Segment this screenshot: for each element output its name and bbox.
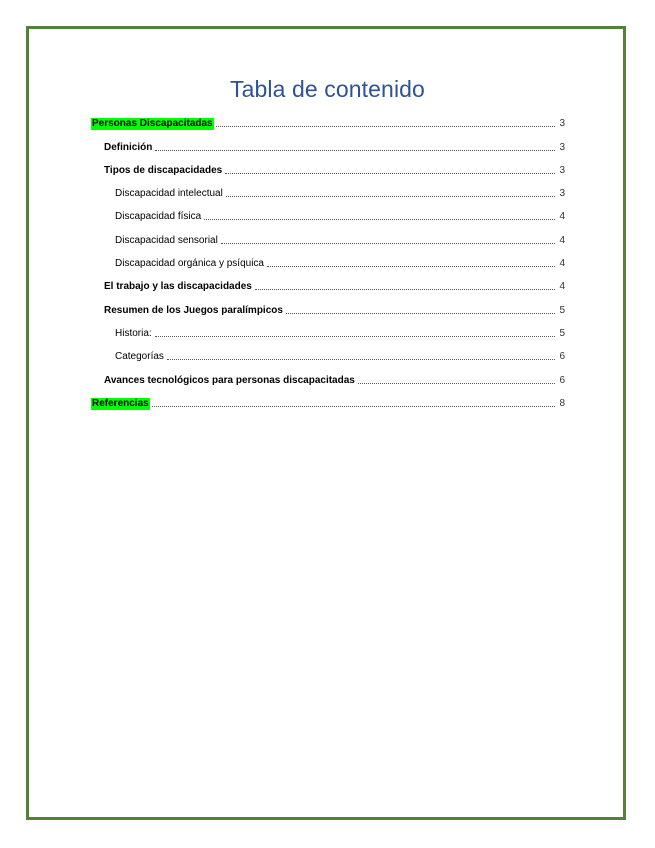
toc-entry-text: Discapacidad intelectual	[115, 188, 223, 200]
toc-page-number: 3	[559, 188, 565, 200]
toc-entry-text: Tipos de discapacidades	[104, 164, 223, 176]
toc-dot-leader	[226, 196, 555, 197]
toc-dot-leader	[155, 336, 555, 337]
toc-entry-text: Historia:	[115, 327, 152, 339]
toc-entry-tipos-de-discapacidades[interactable]	[91, 154, 565, 177]
toc-entry-text: Discapacidad orgánica y psíquica	[115, 258, 264, 270]
toc-dot-leader	[216, 126, 555, 127]
toc-page-number: 3	[559, 118, 565, 130]
toc-entry-text: Avances tecnológicos para personas discapacitadas	[104, 374, 355, 386]
toc-entry-text: Discapacidad física	[115, 211, 202, 223]
toc-entry-text: Definición	[104, 141, 153, 153]
toc-dot-leader	[167, 359, 555, 360]
toc-page-number: 4	[559, 258, 565, 270]
toc-entry-referencias[interactable]	[91, 387, 565, 410]
toc-page-number: 4	[559, 234, 565, 246]
toc-entry-categorias[interactable]	[91, 340, 565, 363]
toc-entry-text: Discapacidad sensorial	[115, 234, 218, 246]
toc-entry-text: El trabajo y las discapacidades	[104, 281, 252, 293]
toc-entry-avances-tecnologicos[interactable]	[91, 363, 565, 386]
toc-entry-trabajo-discapacidades[interactable]	[91, 270, 565, 293]
toc-title: Tabla de contenido	[230, 76, 425, 102]
toc-entry-text: Categorías	[115, 351, 164, 363]
toc-dot-leader	[286, 313, 555, 314]
toc-page-number: 8	[559, 397, 565, 409]
toc-page-number: 6	[559, 351, 565, 363]
toc-entry-resumen-juegos-paralimpicos[interactable]	[91, 293, 565, 316]
toc-entry-historia[interactable]	[91, 317, 565, 340]
toc-page-number: 4	[559, 211, 565, 223]
toc-dot-leader	[204, 219, 555, 220]
toc-page-number: 3	[559, 141, 565, 153]
toc-entry-discapacidad-organica-psiquica[interactable]	[91, 247, 565, 270]
toc-dot-leader	[221, 243, 555, 244]
toc-dot-leader	[152, 406, 555, 407]
toc-page-number: 5	[559, 327, 565, 339]
toc-entry-text: Resumen de los Juegos paralímpicos	[104, 304, 283, 316]
toc-dot-leader	[155, 150, 555, 151]
toc-entry-text: Referencias	[92, 397, 149, 409]
toc-dot-leader	[267, 266, 555, 267]
toc-entry-discapacidad-fisica[interactable]	[91, 200, 565, 223]
toc-entry-text: Personas Discapacitadas	[92, 118, 213, 130]
toc-page-number: 6	[559, 374, 565, 386]
toc-dot-leader	[358, 383, 555, 384]
toc-page-number: 4	[559, 281, 565, 293]
toc-page-number: 5	[559, 304, 565, 316]
toc-entry-personas-discapacitadas[interactable]	[91, 107, 565, 130]
toc-dot-leader	[255, 289, 555, 290]
toc-entry-discapacidad-sensorial[interactable]	[91, 223, 565, 246]
toc-dot-leader	[225, 173, 555, 174]
toc-entry-discapacidad-intelectual[interactable]	[91, 177, 565, 200]
toc-entry-definicion[interactable]	[91, 130, 565, 153]
table-of-contents	[91, 107, 565, 410]
toc-page-number: 3	[559, 164, 565, 176]
